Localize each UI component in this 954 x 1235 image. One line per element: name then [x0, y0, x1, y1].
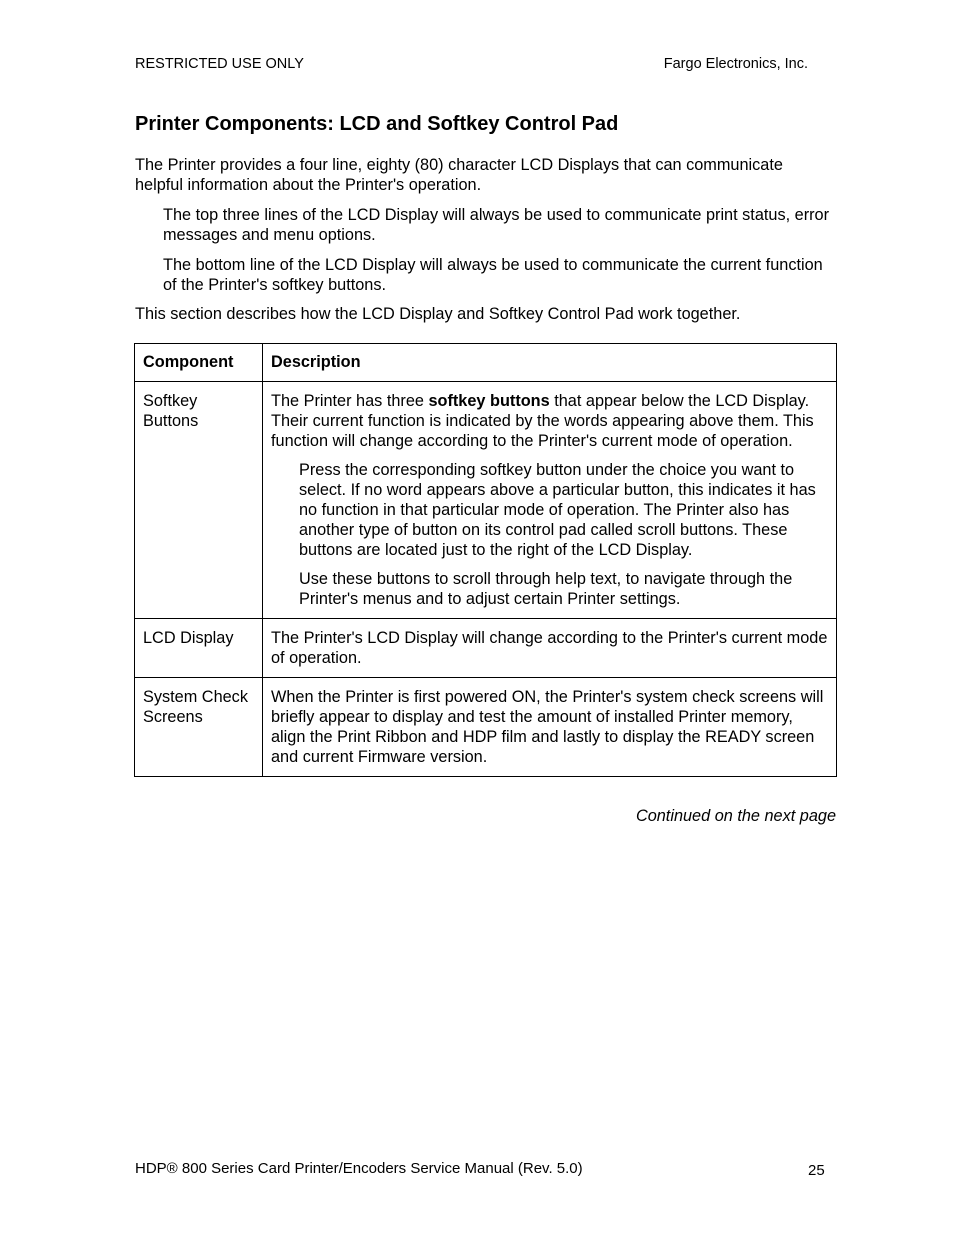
- footer-title: HDP® 800 Series Card Printer/Encoders Service Manual (Rev. 5.0): [135, 1160, 583, 1177]
- description-cell: The Printer's LCD Display will change according to the Printer's current mode of operation.: [263, 619, 837, 678]
- description-cell: [263, 382, 837, 619]
- table-row: [135, 619, 837, 678]
- description-text-end: that appear below the LCD Display. Their current function is indicated by the words appearing above them. This function will change according to the Printer's current mode of operation.: [271, 392, 814, 450]
- description-text: [271, 391, 828, 451]
- description-bold-term: softkey buttons: [428, 392, 550, 410]
- page-number: 25: [808, 1162, 825, 1179]
- header-right: Fargo Electronics, Inc.: [663, 56, 808, 72]
- description-cell: When the Printer is first powered ON, the Printer's system check screens will briefly appear to display and test the amount of installed Printer memory, align the Print Ribbon and HDP film and lastly to display the READY screen and current Firmware version.: [263, 678, 837, 777]
- column-header-description: Description: [263, 344, 837, 382]
- description-text-start: The Printer has three: [271, 392, 429, 410]
- table-row: [135, 382, 837, 619]
- column-header-component: Component: [135, 344, 263, 382]
- continued-note: Continued on the next page: [635, 807, 836, 825]
- indented-paragraph-1: The top three lines of the LCD Display will always be used to communicate print status, error messages and menu options.: [163, 206, 830, 244]
- header-left: RESTRICTED USE ONLY: [135, 56, 304, 72]
- indented-paragraph-2: The bottom line of the LCD Display will always be used to communicate the current function of the Printer's softkey buttons.: [163, 256, 823, 294]
- section-note: This section describes how the LCD Display and Softkey Control Pad work together.: [135, 305, 741, 323]
- description-subparagraph-2: Use these buttons to scroll through help text, to navigate through the Printer's menus and to adjust certain Printer settings.: [299, 570, 793, 608]
- description-subparagraph-1: Press the corresponding softkey button under the choice you want to select. If no word appears above a particular button, this indicates it has no function in that particular mode of operation. The Printer also has another type of button on its control pad called scroll buttons. These buttons are located just to the right of the LCD Display.: [299, 461, 816, 559]
- table-header-row: [135, 344, 837, 382]
- component-cell: Softkey Buttons: [135, 382, 263, 619]
- page-title: Printer Components: LCD and Softkey Control Pad: [135, 113, 619, 135]
- component-cell: LCD Display: [135, 619, 263, 678]
- table-row: [135, 678, 837, 777]
- components-table: [134, 343, 837, 777]
- component-cell: System Check Screens: [135, 678, 263, 777]
- intro-paragraph: The Printer provides a four line, eighty (80) character LCD Displays that can communicate helpful information about the Printer's operation.: [135, 156, 783, 194]
